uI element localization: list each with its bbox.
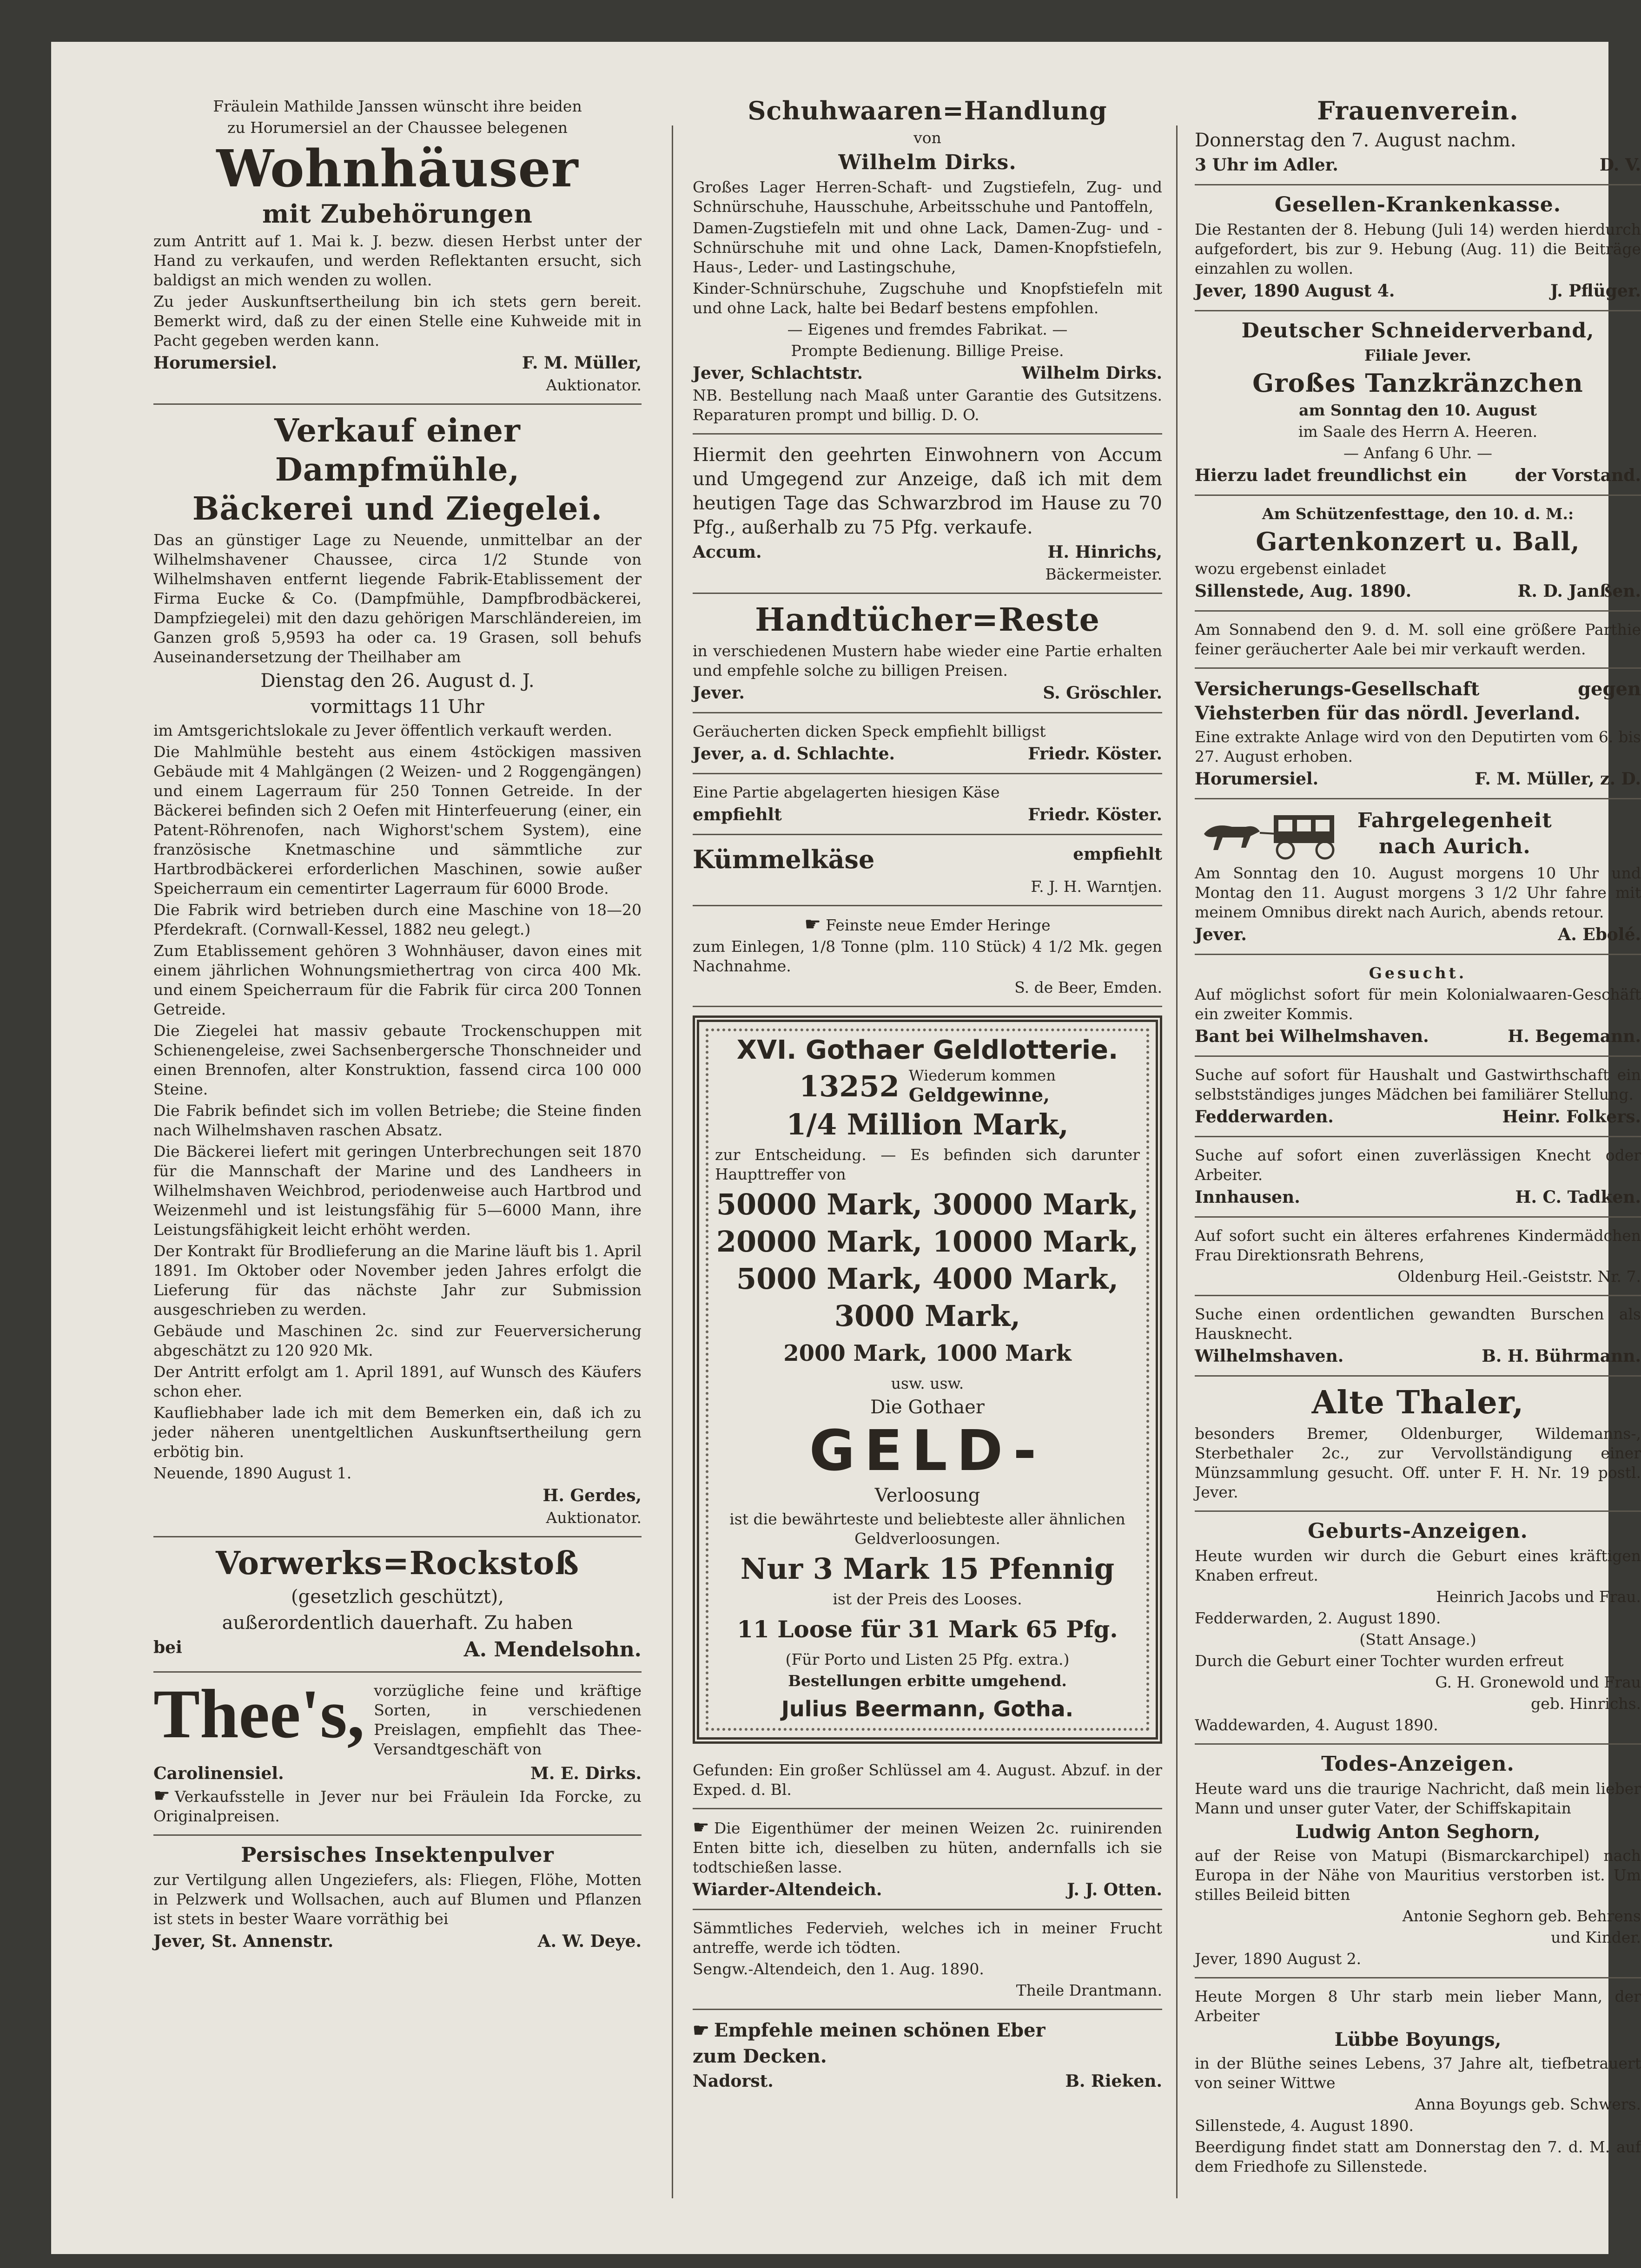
- ad-todesanzeige-boyungs: [1195, 1978, 1641, 2185]
- lottery-text: Geldgewinne,: [908, 1084, 1050, 1106]
- ad-place: Oldenburg Heil.-Geiststr. Nr. 7.: [1397, 1267, 1641, 1286]
- ad-place: Neuende, 1890 August 1.: [153, 1464, 352, 1482]
- ad-place: Jever, 1890 August 2.: [1195, 1950, 1362, 1968]
- ad-body: Die Restanten der 8. Hebung (Juli 14) werden hierdurch aufgefordert, bis zur 9. Hebung (Aug. 11) die Beiträge einzahlen zu wollen.: [1195, 220, 1641, 277]
- ad-place: Bant bei Wilhelmshaven.: [1195, 1027, 1429, 1046]
- ad-signature: Anna Boyungs geb. Schwers.: [1415, 2095, 1641, 2113]
- ad-signature: H. C. Tadken.: [1515, 1187, 1641, 1207]
- column-left: [153, 88, 642, 1960]
- ad-geburten: [1195, 1512, 1641, 1745]
- lottery-text: ist die bewährteste und beliebteste aller ähnlichen Geldverloosungen.: [729, 1510, 1125, 1548]
- ad-alte-thaler: [1195, 1377, 1641, 1512]
- ad-body: Gebäude und Maschinen 2c. sind zur Feuerversicherung abgeschätzt zu 120 920 Mk.: [153, 1322, 642, 1359]
- lottery-price: 11 Loose für 31 Mark 65 Pfg.: [737, 1615, 1118, 1643]
- ad-gartenkonzert: [1195, 496, 1641, 612]
- lottery-title: XVI. Gothaer Geldlotterie.: [736, 1035, 1118, 1065]
- ad-place: Jever, Schlachtstr.: [693, 363, 863, 383]
- ad-handtuecher: [693, 594, 1162, 713]
- ad-body: Beerdigung findet statt am Donnerstag den 7. d. M. auf dem Friedhofe zu Sillenstede.: [1195, 2138, 1641, 2176]
- column-rule: [672, 125, 673, 2198]
- lottery-signature: Julius Beermann, Gotha.: [781, 1696, 1074, 1721]
- ad-headline: Vorwerks=Rockstoß: [216, 1545, 579, 1582]
- ad-signature: F. M. Müller, z. D.: [1475, 769, 1641, 789]
- ad-signature: A. Mendelsohn.: [463, 1638, 642, 1661]
- ad-body: Der Antritt erfolgt am 1. April 1891, auf Wunsch des Käufers schon eher.: [153, 1363, 642, 1400]
- ad-body: Geräucherten dicken Speck empfiehlt billigst: [693, 722, 1046, 740]
- ad-krankenkasse: [1195, 185, 1641, 311]
- ad-text: bei: [153, 1638, 182, 1657]
- ad-text: (Statt Ansage.): [1359, 1630, 1476, 1648]
- ad-body: in der Blüthe seines Lebens, 37 Jahre alt, tiefbetrauert von seiner Wittwe: [1195, 2054, 1641, 2092]
- ad-text: im Saale des Herrn A. Heeren.: [1298, 422, 1538, 441]
- ad-headline: Persisches Insektenpulver: [241, 1843, 554, 1867]
- ad-place: Horumersiel.: [1195, 769, 1319, 789]
- pointing-hand-icon: ☛: [693, 1817, 709, 1838]
- ad-body: besonders Bremer, Oldenburger, Wildemanns-, Sterbethaler 2c., zur Vervollständigung einer Münzsammlung gesucht. Off. unter F. H. Nr. 19 postl. Jever.: [1195, 1424, 1641, 1501]
- ad-body: vorzügliche feine und kräftige Sorten, in verschiedenen Preislagen, empfiehlt das Thee-Versandtgeschäft von: [374, 1681, 642, 1758]
- ad-signature: H. Begemann.: [1508, 1027, 1641, 1046]
- ad-signature: G. H. Gronewold und Frau: [1435, 1673, 1641, 1691]
- ad-headline: Feinste neue Emder Heringe: [826, 916, 1051, 934]
- ad-headline: Gartenkonzert u. Ball,: [1256, 527, 1580, 556]
- ad-headline: Thee's,: [153, 1675, 365, 1753]
- ad-place: Accum.: [693, 542, 762, 562]
- ad-role: Auktionator.: [546, 1509, 642, 1527]
- ad-eber: [693, 2010, 1162, 2100]
- ad-note: Verkaufsstelle in Jever nur bei Fräulein Ida Forcke, zu Originalpreisen.: [153, 1787, 642, 1825]
- lottery-geld: GELD-: [809, 1419, 1046, 1483]
- ad-signature: Friedr. Köster.: [1028, 744, 1162, 764]
- ad-place: Sillenstede, Aug. 1890.: [1195, 581, 1412, 601]
- ad-body: Die Mahlmühle besteht aus einem 4stöckigen massiven Gebäude mit 4 Mahlgängen (2 Weizen- und 2 Roggengängen) und einem Lagerraum für 250 Tonnen Getreide. In der Bäckerei befinden sich 2 Oefen mit Hinterfeuerung (einer, ein Patent-Röhrenofen, nach Wighorst'schem System), eine französische Knetmaschine und sämmtliche zur Hartbrodbäckerei erforderlichen Maschinen, sowie außer Speicherraum ein cementirter Lagerraum für 6000 Brode.: [153, 743, 642, 897]
- ad-body: Heute wurden wir durch die Geburt eines kräftigen Knaben erfreut.: [1195, 1547, 1641, 1584]
- ad-headline: Gesucht.: [1369, 964, 1467, 982]
- ad-headline: Handtücher=Reste: [755, 601, 1100, 639]
- ad-body: Suche einen ordentlichen gewandten Burschen als Hausknecht.: [1195, 1305, 1641, 1343]
- ad-place: Nadorst.: [693, 2071, 774, 2091]
- ad-wohnhaeuser: [153, 88, 642, 405]
- ad-place: Jever, a. d. Schlachte.: [693, 744, 895, 764]
- lottery-prize: 5000 Mark, 4000 Mark,: [736, 1262, 1118, 1296]
- lottery-text: zur Entscheidung. — Es befinden sich darunter Haupttreffer von: [715, 1146, 1140, 1183]
- ad-body: Am Sonnabend den 9. d. M. soll eine größere Parthie feiner geräucherter Aale bei mir verkauft werden.: [1195, 620, 1641, 658]
- ad-body: Die Ziegelei hat massiv gebaute Trockenschuppen mit Schienengeleise, zwei Sachsenbergersche Thonschneider und einen Brennofen, alter Konstruktion, fassend circa 100 000 Steine.: [153, 1022, 642, 1098]
- ad-body: Die Bäckerei liefert mit geringen Unterbrechungen seit 1870 für die Mannschaft der Marine und des Landheers in Wilhelmshaven Weichbrod, periodenweise auch Hartbrod und Weizenmehl und ist leistungsfähig für 5—6000 Mann, ihre Leistungsfähigkeit leicht erhöht werden.: [153, 1142, 642, 1239]
- ad-text: — Anfang 6 Uhr. —: [1343, 444, 1492, 462]
- ad-signature: und Kinder.: [1551, 1928, 1641, 1946]
- ad-body: Die Fabrik wird betrieben durch eine Maschine von 18—20 Pferdekraft. (Cornwall-Kessel, 1882 neu gelegt.): [153, 901, 642, 938]
- ad-headline: Bäckerei und Ziegelei.: [192, 490, 603, 527]
- ad-body: Hiermit den geehrten Einwohnern von Accum und Umgegend zur Anzeige, daß ich mit dem heutigen Tage das Schwarzbrod im Hause zu 70 Pfg., außerhalb zu 75 Pfg. verkaufe.: [693, 444, 1162, 538]
- ad-signature: H. Hinrichs,: [1047, 542, 1162, 562]
- ad-schwarzbrod: [693, 435, 1162, 594]
- column-right: [1195, 88, 1641, 2185]
- ad-body: Kaufliebhaber lade ich mit dem Bemerken ein, daß ich zu jeder näheren unentgeltlichen Auskunftsertheilung gern erbötig bin.: [153, 1404, 642, 1461]
- ad-body: Am Sonntag den 10. August morgens 10 Uhr und Montag den 11. August morgens 3 1/2 Uhr fahre mit meinem Omnibus direkt nach Aurich, abends retour.: [1195, 864, 1641, 921]
- column-middle: [693, 88, 1162, 2100]
- horse-coach-icon: [1195, 806, 1348, 862]
- ad-place: Sengw.-Altendeich, den 1. Aug. 1890.: [693, 1960, 984, 1978]
- ad-kuemmelkaese: [693, 835, 1162, 906]
- ad-place: Jever, 1890 August 4.: [1195, 281, 1395, 301]
- ad-note: NB. Bestellung nach Maaß unter Garantie des Gutsitzens. Reparaturen prompt und billig. D. O.: [693, 386, 1162, 424]
- ad-subheadline: Filiale Jever.: [1364, 346, 1472, 364]
- ad-signature: B. Rieken.: [1065, 2071, 1162, 2091]
- ad-signature: Wilhelm Dirks.: [1021, 363, 1162, 383]
- ad-place: Innhausen.: [1195, 1187, 1300, 1207]
- ad-subheadline: Wilhelm Dirks.: [838, 151, 1017, 174]
- ad-signature: J. Pflüger.: [1550, 281, 1641, 301]
- ad-text: zum Decken.: [693, 2045, 827, 2067]
- ad-signature: R. D. Janßen.: [1517, 581, 1641, 601]
- ad-date: Dienstag den 26. August d. J.: [260, 670, 535, 692]
- ad-signature: der Vorstand.: [1515, 466, 1641, 485]
- lottery-prize: 20000 Mark, 10000 Mark,: [716, 1225, 1139, 1259]
- ad-headline: Kümmelkäse: [693, 844, 875, 874]
- ad-maedchen: [1195, 1057, 1641, 1137]
- ad-body: zum Einlegen, 1/8 Tonne (plm. 110 Stück) 4 1/2 Mk. gegen Nachnahme.: [693, 937, 1162, 975]
- ad-kaese: [693, 774, 1162, 835]
- ad-place: Waddewarden, 4. August 1890.: [1195, 1716, 1438, 1734]
- ad-text: am Sonntag den 10. August: [1299, 401, 1537, 419]
- ad-headline: Deutscher Schneiderverband,: [1241, 319, 1595, 343]
- ad-dampfmuehle: [153, 405, 642, 1537]
- ad-body: Eine Partie abgelagerten hiesigen Käse: [693, 783, 1000, 801]
- lottery-text: Bestellungen erbitte umgehend.: [788, 1672, 1067, 1690]
- lottery-text: (Für Porto und Listen 25 Pfg. extra.): [785, 1650, 1070, 1668]
- ad-place: Jever.: [1195, 925, 1247, 944]
- ad-body: zur Vertilgung allen Ungeziefers, als: Fliegen, Flöhe, Motten in Pelzwerk und Wollsachen, auch auf Blumen und Pflanzen ist stets in bester Waare vorräthig bei: [153, 1871, 642, 1928]
- ad-signature: Friedr. Köster.: [1028, 805, 1162, 824]
- ad-schuhwaaren: [693, 88, 1162, 435]
- ad-place: Wilhelmshaven.: [1195, 1346, 1344, 1366]
- ad-todesanzeige-seghorn: [1195, 1745, 1641, 1978]
- ad-signature: H. Gerdes,: [543, 1486, 642, 1505]
- ad-time: vormittags 11 Uhr: [311, 696, 484, 718]
- ad-headline: Empfehle meinen schönen Eber: [714, 2019, 1045, 2041]
- ad-signature: Theile Drantmann.: [1016, 1981, 1162, 1999]
- ad-signature: Antonie Seghorn geb. Behrens: [1402, 1907, 1641, 1925]
- column-rule: [1176, 125, 1178, 2198]
- ad-body: Damen-Zugstiefeln mit und ohne Lack, Damen-Zug- und -Schnürschuhe mit und ohne Lack, Damen-Knopfstiefeln, Haus-, Leder- und Lastingschuhe,: [693, 219, 1162, 276]
- ad-headline: Fahrgelegenheit: [1357, 809, 1552, 832]
- ad-place: Jever, St. Annenstr.: [153, 1932, 334, 1951]
- ad-signature: A. Ebolé.: [1558, 925, 1641, 944]
- newspaper-page: [51, 42, 1641, 2254]
- ad-schneiderverband: [1195, 311, 1641, 496]
- ad-signature: F. M. Müller,: [522, 353, 642, 373]
- lottery-price: Nur 3 Mark 15 Pfennig: [740, 1552, 1115, 1586]
- ad-speck: [693, 713, 1162, 774]
- pointing-hand-icon: ☛: [804, 914, 821, 935]
- ad-headline: Frauenverein.: [1317, 96, 1519, 125]
- lottery-prize: 3000 Mark,: [834, 1299, 1021, 1333]
- ad-subheadline: mit Zubehörungen: [262, 199, 533, 229]
- pointing-hand-icon: ☛: [693, 2019, 709, 2041]
- ad-headline: Todes-Anzeigen.: [1321, 1752, 1515, 1776]
- ad-signature: D. V.: [1599, 155, 1641, 175]
- ad-place: Fedderwarden.: [1195, 1107, 1334, 1127]
- ad-text: — Eigenes und fremdes Fabrikat. —: [787, 320, 1068, 338]
- ad-text: von: [913, 129, 941, 147]
- ad-role: Bäckermeister.: [1045, 565, 1162, 583]
- ad-text: Hierzu ladet freundlichst ein: [1195, 466, 1467, 485]
- pointing-hand-icon: ☛: [153, 1785, 170, 1806]
- ad-headline: nach Aurich.: [1379, 835, 1531, 858]
- ad-body: auf der Reise von Matupi (Bismarckarchipel) nach Europa in der Nähe von Mauritius verstorben ist. Um stilles Beileid bitten: [1195, 1846, 1641, 1904]
- ad-signature: Heinrich Jacobs und Frau.: [1436, 1588, 1641, 1606]
- ad-aale: [1195, 612, 1641, 669]
- lottery-text: ist der Preis des Looses.: [833, 1590, 1022, 1608]
- ad-headline: Geburts-Anzeigen.: [1308, 1519, 1528, 1543]
- ad-headline: Alte Thaler,: [1311, 1384, 1524, 1421]
- ad-text: (gesetzlich geschützt),: [291, 1586, 504, 1608]
- lottery-text: Wiederum kommen: [908, 1067, 1056, 1084]
- lottery-prize: 50000 Mark, 30000 Mark,: [716, 1187, 1139, 1221]
- ad-body: Das an günstiger Lage zu Neuende, unmittelbar an der Wilhelmshavener Chaussee, circa 1/2 Stunde von Wilhelmshaven entfernt liegende Fabrik-Etablissement der Firma Eucke & Co. (Dampfmühle, Dampfbrodbäckerei, Dampfziegelei) mit den dazu gehörigen Marschländereien, im Ganzen groß 5,9593 ha oder ca. 19 Grasen, soll behufs Auseinandersetzung der Theilhaber am: [153, 531, 642, 666]
- ad-signature: Heinr. Folkers.: [1502, 1107, 1641, 1127]
- ad-body: zum Antritt auf 1. Mai k. J. bezw. diesen Herbst unter der Hand zu verkaufen, und werden Reflektanten ersucht, sich baldigst an mich wenden zu wollen.: [153, 232, 642, 289]
- ad-deceased-name: Lübbe Boyungs,: [1334, 2029, 1502, 2050]
- ad-body: Die Fabrik befindet sich im vollen Betriebe; die Steine finden nach Wilhelmshaven raschen Absatz.: [153, 1101, 642, 1139]
- lottery-text: usw. usw.: [891, 1374, 964, 1392]
- ad-body: Eine extrakte Anlage wird von den Deputirten vom 6. bis 27. August erhoben.: [1195, 728, 1641, 765]
- ad-body: Durch die Geburt einer Tochter wurden erfreut: [1195, 1652, 1564, 1670]
- ad-rockstoss: [153, 1537, 642, 1673]
- ad-viehversicherung: [1195, 669, 1641, 799]
- ad-text: außerordentlich dauerhaft. Zu haben: [222, 1612, 573, 1634]
- lottery-text: Die Gothaer: [870, 1397, 985, 1418]
- ad-signature: S. de Beer, Emden.: [1014, 978, 1162, 996]
- ad-text: Am Schützenfesttage, den 10. d. M.:: [1262, 505, 1574, 523]
- ad-body: Sämmtliches Federvieh, welches ich in meiner Frucht antreffe, werde ich tödten.: [693, 1919, 1162, 1957]
- ad-deceased-name: Ludwig Anton Seghorn,: [1295, 1821, 1541, 1843]
- ad-text: zu Horumersiel an der Chaussee belegenen: [227, 119, 568, 137]
- ad-heringe: [693, 906, 1162, 1007]
- lottery-count: 13252: [799, 1069, 900, 1103]
- ad-headline: Versicherungs-Gesellschaft gegen Viehsterben für das nördl. Jeverland.: [1195, 678, 1641, 724]
- ad-hausknecht: [1195, 1296, 1641, 1377]
- ad-federvieh: [693, 1910, 1162, 2010]
- ad-signature: A. W. Deye.: [537, 1932, 642, 1951]
- ad-enten: [693, 1809, 1162, 1910]
- ad-signature: B. H. Bührmann.: [1482, 1346, 1641, 1366]
- ad-gesucht: [1195, 955, 1641, 1057]
- ad-insektenpulver: [153, 1836, 642, 1960]
- lottery-total: 1/4 Million Mark,: [786, 1108, 1069, 1141]
- ad-fahrgelegenheit: [1195, 799, 1641, 955]
- ad-text: Donnerstag den 7. August nachm.: [1195, 130, 1516, 151]
- ad-headline: Verkauf einer Dampfmühle,: [274, 412, 521, 488]
- ad-body: Auf sofort sucht ein älteres erfahrenes Kindermädchen Frau Direktionsrath Behrens,: [1195, 1226, 1641, 1264]
- ad-place: Fedderwarden, 2. August 1890.: [1195, 1609, 1441, 1627]
- ad-text: empfiehlt: [1073, 844, 1162, 864]
- lottery-prize: 2000 Mark, 1000 Mark: [783, 1340, 1072, 1366]
- ad-signature: J. J. Otten.: [1067, 1880, 1162, 1899]
- ad-text: 3 Uhr im Adler.: [1195, 155, 1338, 175]
- ad-body: Heute Morgen 8 Uhr starb mein lieber Mann, der Arbeiter: [1195, 1987, 1641, 2025]
- ad-text: Fräulein Mathilde Janssen wünscht ihre beiden: [213, 97, 582, 115]
- ad-body: Zum Etablissement gehören 3 Wohnhäuser, davon eines mit einem jährlichen Wohnungsmiethertrag von circa 400 Mk. und einem Speicherraum für die Fabrik für circa 200 Tonnen Getreide.: [153, 942, 642, 1018]
- ad-body: Der Kontrakt für Brodlieferung an die Marine läuft bis 1. April 1891. Im Oktober oder November jeden Jahres erfolgt die Lieferung für das nächste Jahr zur Submission ausgeschrieben zu werden.: [153, 1242, 642, 1319]
- ad-kindermaedchen: [1195, 1218, 1641, 1296]
- ad-headline: Großes Tanzkränzchen: [1252, 368, 1583, 398]
- ad-place: Jever.: [693, 683, 745, 703]
- ad-thees: [153, 1673, 642, 1836]
- ad-headline: Schuhwaaren=Handlung: [748, 96, 1107, 125]
- ad-body: Suche auf sofort einen zuverlässigen Knecht oder Arbeiter.: [1195, 1146, 1641, 1184]
- ad-headline: Wohnhäuser: [216, 138, 579, 198]
- ad-body: im Amtsgerichtslokale zu Jever öffentlich verkauft werden.: [153, 721, 613, 739]
- ad-text: empfiehlt: [693, 805, 782, 824]
- ad-place: Carolinensiel.: [153, 1764, 284, 1783]
- ad-body: Kinder-Schnürschuhe, Zugschuhe und Knopfstiefeln mit und ohne Lack, halte bei Bedarf bestens empfohlen.: [693, 279, 1162, 317]
- ad-lottery-box: [693, 1015, 1162, 1744]
- ad-body: Auf möglichst sofort für mein Kolonialwaaren-Geschäft ein zweiter Kommis.: [1195, 985, 1641, 1023]
- ad-role: Auktionator.: [546, 376, 642, 394]
- ad-body: Heute ward uns die traurige Nachricht, daß mein lieber Mann und unser guter Vater, der Schiffskapitain: [1195, 1780, 1641, 1817]
- ad-body: Gefunden: Ein großer Schlüssel am 4. August. Abzuf. in der Exped. d. Bl.: [693, 1761, 1162, 1799]
- ad-headline: Gesellen-Krankenkasse.: [1274, 193, 1562, 217]
- ad-place: Wiarder-Altendeich.: [693, 1880, 882, 1899]
- ad-text: wozu ergebenst einladet: [1195, 560, 1386, 578]
- ad-body: Zu jeder Auskunftsertheilung bin ich stets gern bereit. Bemerkt wird, daß zu der einen Stelle eine Kuhweide mit in Pacht gegeben werden kann.: [153, 292, 642, 349]
- ad-text: Prompte Bedienung. Billige Preise.: [791, 342, 1064, 360]
- ad-body: Suche auf sofort für Haushalt und Gastwirthschaft ein selbstständiges junges Mädchen bei familiärer Stellung.: [1195, 1066, 1641, 1103]
- ad-place: Sillenstede, 4. August 1890.: [1195, 2116, 1414, 2135]
- ad-signature: geb. Hinrichs.: [1531, 1694, 1641, 1713]
- ad-place: Horumersiel.: [153, 353, 278, 373]
- ad-body: Großes Lager Herren-Schaft- und Zugstiefeln, Zug- und Schnürschuhe, Hausschuhe, Arbeitsschuhe und Pantoffeln,: [693, 178, 1162, 216]
- ad-signature: F. J. H. Warntjen.: [1031, 877, 1162, 896]
- ad-signature: M. E. Dirks.: [530, 1764, 642, 1783]
- ad-body: Die Eigenthümer der meinen Weizen 2c. ruinirenden Enten bitte ich, dieselben zu hüten, andernfalls ich sie todtschießen lasse.: [693, 1819, 1162, 1876]
- ad-gefunden: [693, 1752, 1162, 1809]
- ad-body: in verschiedenen Mustern habe wieder eine Partie erhalten und empfehle solche zu billigen Preisen.: [693, 642, 1162, 679]
- ad-frauenverein: [1195, 88, 1641, 185]
- ad-signature: S. Gröschler.: [1043, 683, 1162, 703]
- lottery-text: Verloosung: [874, 1485, 980, 1506]
- ad-knecht: [1195, 1137, 1641, 1218]
